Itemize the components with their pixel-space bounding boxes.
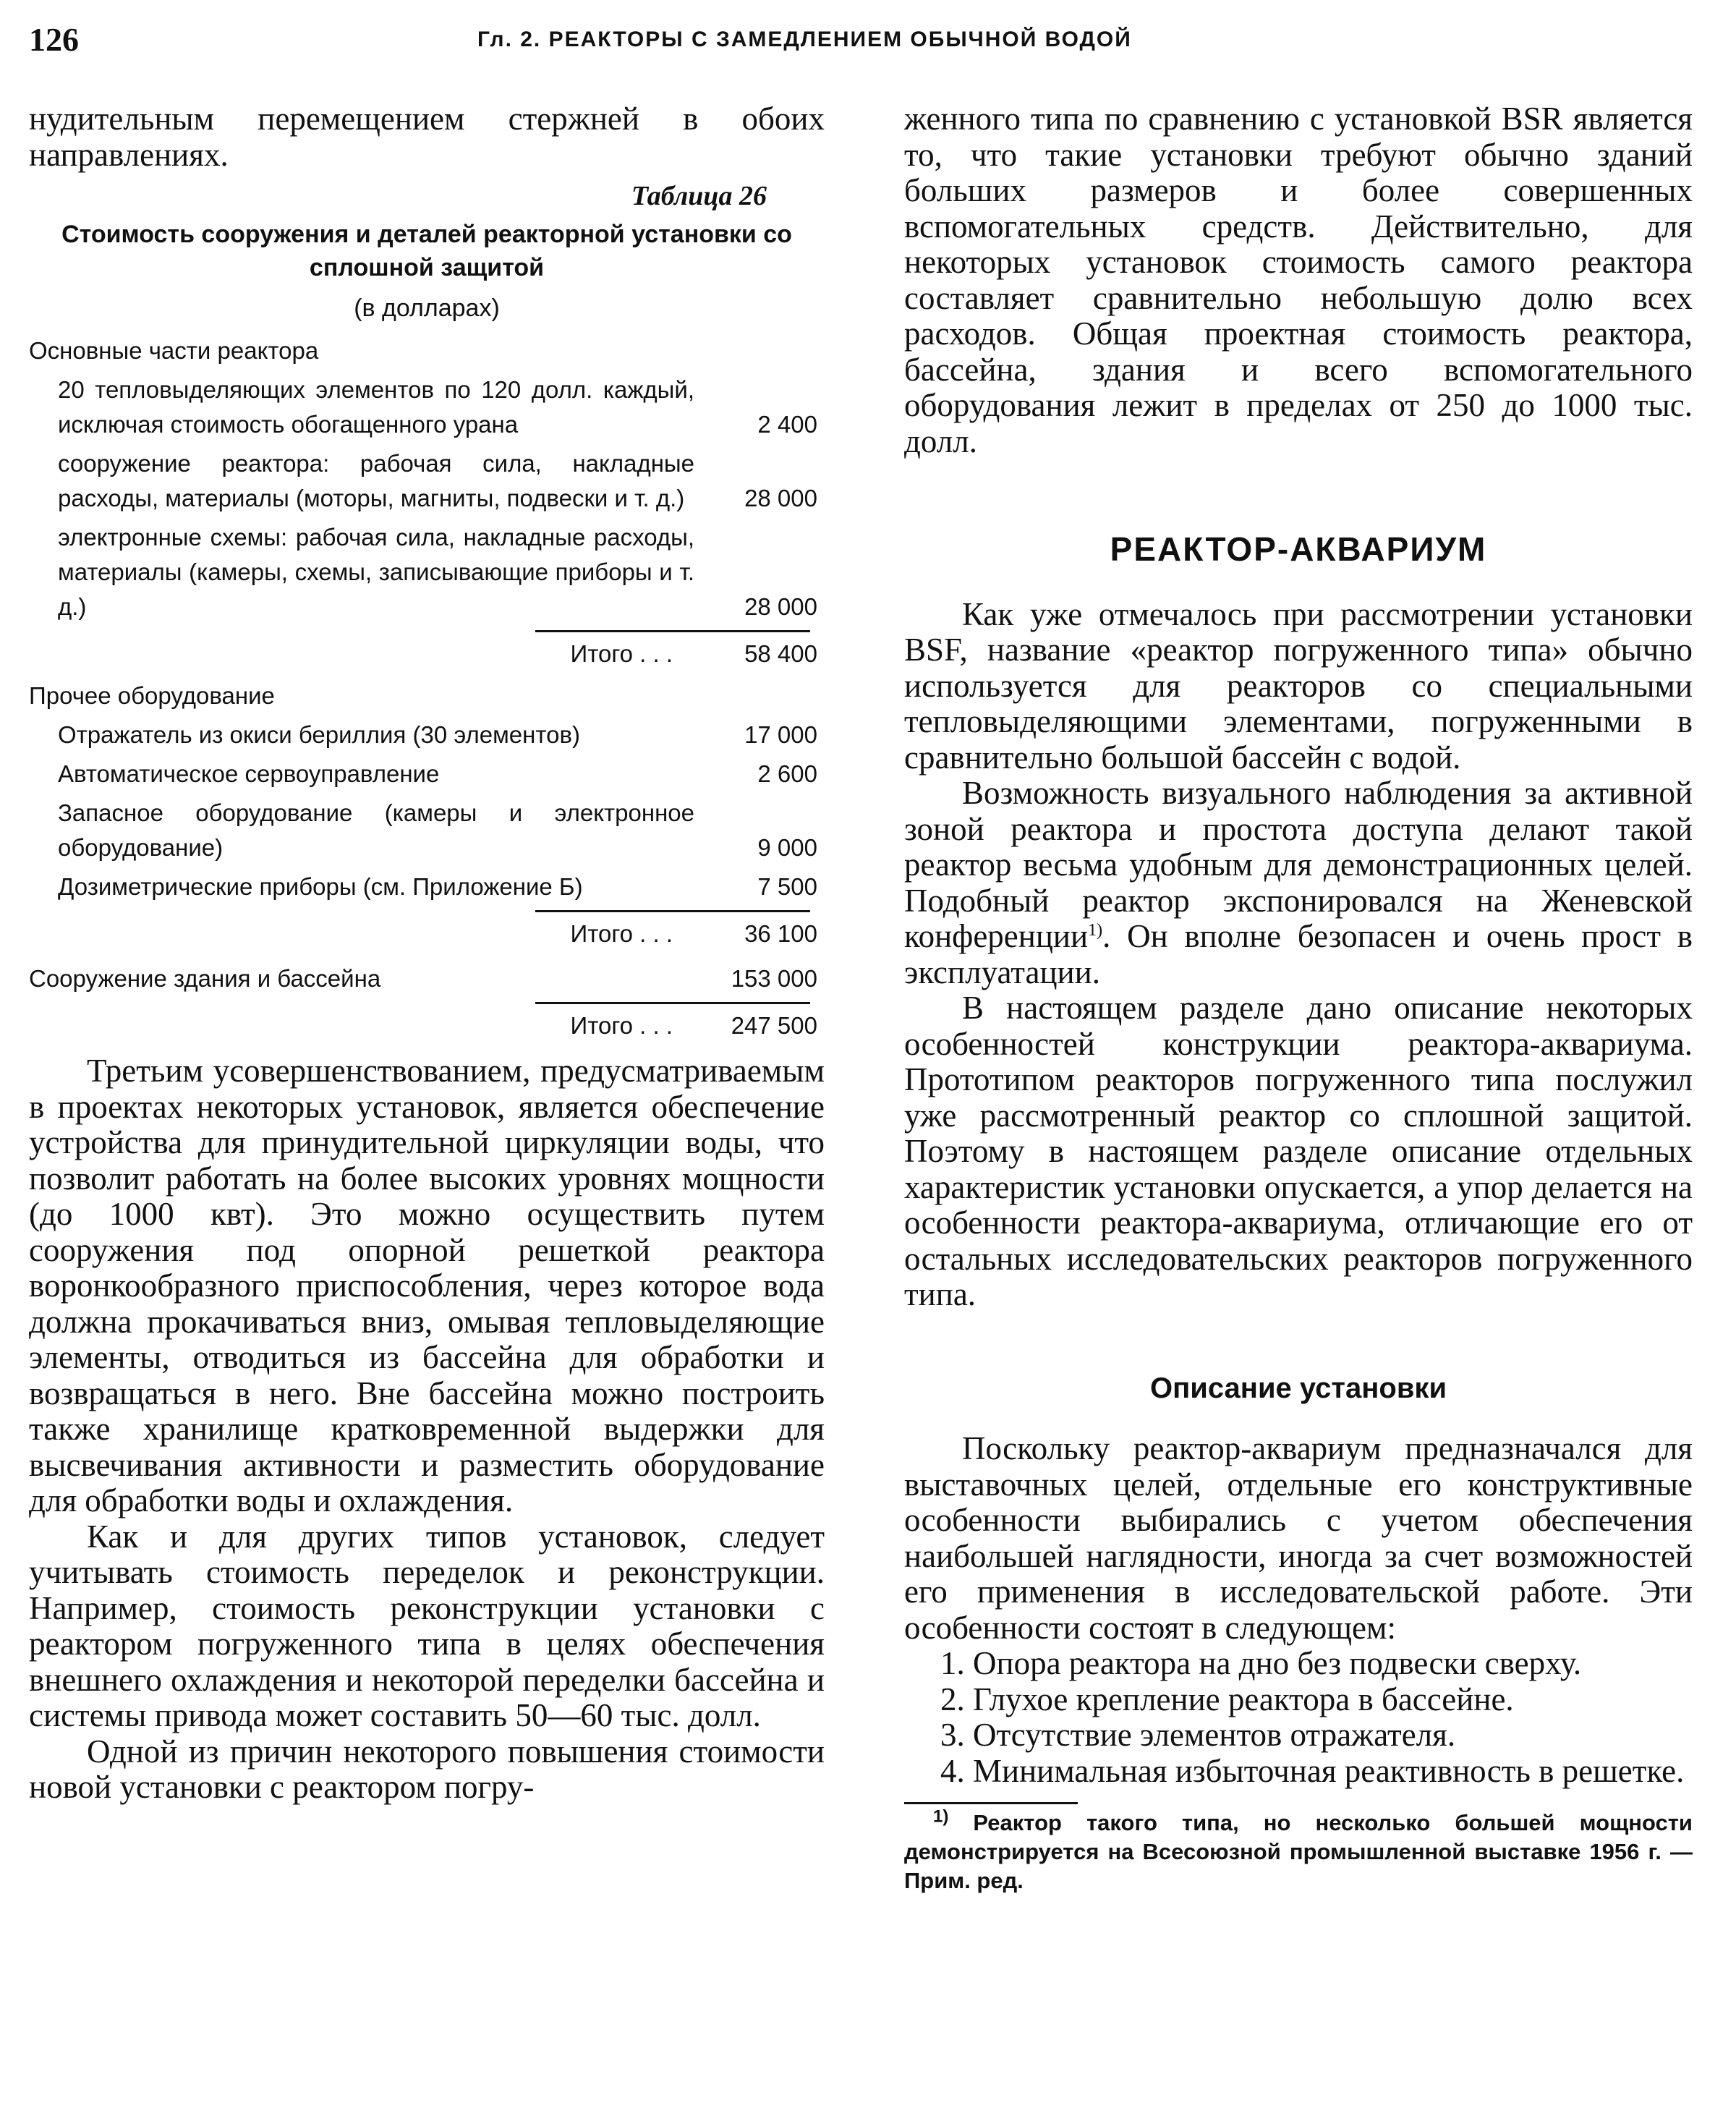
list-item: 3. Отсутствие элементов отражателя. [940,1717,1456,1753]
grand-total-label: Итого . . . [570,1012,673,1039]
subtotal-row [29,917,817,951]
subtotal-label: Итого . . . [570,640,673,667]
body-paragraph [904,776,1693,990]
subtotal-rule [535,910,810,912]
cost-row [29,718,817,752]
list-item: 1. Опора реактора на дно без подвески сверху. [940,1645,1582,1681]
footnote-reference: 1) [1088,921,1103,940]
cost-row-value: 9 000 [757,834,817,861]
right-column [904,101,1693,1895]
list-item: 2. Глухое крепление реактора в бассейне. [940,1681,1514,1717]
body-paragraph: Как и для других типов установок, следует учитывать стоимость переделок и реконструкции. Например, стоимость реконструкции установки с реактором погруженного типа в целях обеспечения внешнего охлаждения и некоторой переделки бассейна и системы привода может составить 50—60 тыс. долл. [29,1518,825,1733]
left-column [29,101,825,1806]
cost-row-desc: сооружение реактора: рабочая сила, накладные расходы, материалы (моторы, магниты, подвески и т. д.) [58,450,694,511]
body-paragraph: Как уже отмечалось при рассмотрении установки BSF, название «реактор погруженного типа» обычно используется для реакторов со специальными тепловыделяющими элементами, погруженными в сравнительно большой бассейн с водой. [904,595,1693,776]
cost-row [29,520,817,624]
chapter-title: Гл. 2. РЕАКТОРЫ С ЗАМЕДЛЕНИЕМ ОБЫЧНОЙ ВОДОЙ [477,27,1132,51]
running-head [29,20,1707,64]
footnote-marker: 1) [933,1806,949,1827]
cost-row-value: 7 500 [757,873,817,900]
subtotal-row [29,637,817,671]
cost-row [29,373,817,442]
footnote-rule [904,1802,1078,1804]
grand-total-rule [535,1002,810,1004]
cost-row-desc: 20 тепловыделяющих элементов по 120 долл. каждый, исключая стоимость обогащенного урана [58,376,694,438]
cost-row-desc: Запасное оборудование (камеры и электронное оборудование) [58,799,694,861]
table-title: Стоимость сооружения и деталей реакторной установки со сплошной защитой [61,221,792,281]
cost-row-desc: Автоматическое сервоуправление [58,760,440,787]
group-heading-other-equipment: Прочее оборудование [29,682,275,709]
body-paragraph-text: Возможность визуального наблюдения за активной зоной реактора и простота доступа делают такой реактор весьма удобным для демонстрационных целей. Подобный реактор экспонировался на Женевской конференции [904,775,1693,954]
building-cost-desc: Сооружение здания и бассейна [29,965,381,992]
table-unit: (в долларах) [354,294,500,322]
building-cost-value: 153 000 [731,965,817,992]
cost-row [29,446,817,516]
left-opening-paragraph: нудительным перемещением стержней в обоих направлениях. [29,101,825,173]
cost-row-desc: Дозиметрические приборы (см. Приложение Б) [58,873,583,900]
cost-row-desc: Отражатель из окиси бериллия (30 элементов) [58,721,580,748]
cost-table [29,334,817,1043]
cost-row-value: 28 000 [744,593,817,620]
building-cost-row [29,961,817,996]
footnote-text: Реактор такого типа, но несколько большей мощности демонстрируется на Всесоюзной промышленной выставке 1956 г. — Прим. ред. [904,1810,1693,1893]
cost-row-desc: электронные схемы: рабочая сила, накладные расходы, материалы (камеры, схемы, записывающие приборы и т. д.) [58,524,694,620]
body-paragraph-tail: . Он вполне безопасен и очень прост в эксплуатации. [904,918,1693,990]
list-item: 4. Минимальная избыточная реактивность в решетке. [940,1752,1685,1789]
body-paragraph: В настоящем разделе дано описание некоторых особенностей конструкции реактора-аквариума. Прототипом реакторов погруженного типа послужил уже рассмотренный реактор со сплошной защитой. Поэтому в настоящем разделе описание отдельных характеристик установки опускается, а упор делается на особенности реактора-аквариума, отличающие его от остальных исследовательских реакторов погруженного типа. [904,990,1693,1312]
grand-total-row [29,1008,817,1043]
table-label: Таблица 26 [631,181,767,211]
subtotal-value: 58 400 [744,640,817,667]
cost-row [29,870,817,904]
cost-row [29,796,817,865]
cost-row-value: 2 400 [757,411,817,438]
sub-heading: Описание установки [1149,1372,1447,1404]
body-paragraph: Третьим усовершенствованием, предусматриваемым в проектах некоторых установок, является обеспечение устройства для принудительной циркуляции воды, что позволит работать на более высоких уровнях мощности (до 1000 квт). Это можно осуществить путем сооружения под опорной решеткой реактора воронкообразного приспособления, через которое вода должна прокачиваться вниз, омывая тепловыделяющие элементы, отводиться из бассейна для обработки и возвращаться в него. Вне бассейна можно построить также хранилище кратковременной выдержки для высвечивания активности и разместить оборудование для обработки воды и охлаждения. [29,1053,825,1518]
group-heading-main-parts: Основные части реактора [29,337,319,364]
cost-row-value: 17 000 [744,721,817,748]
cost-row [29,757,817,791]
grand-total-value: 247 500 [731,1012,817,1039]
body-paragraph: Одной из причин некоторого повышения стоимости новой установки с реактором погру- [29,1733,825,1805]
subtotal-value: 36 100 [744,920,817,947]
cost-row-value: 2 600 [757,760,817,787]
subtotal-rule [535,630,810,632]
subtotal-label: Итого . . . [570,920,673,947]
cost-row-value: 28 000 [744,485,817,511]
page-number: 126 [29,21,79,58]
footnote [904,1806,1693,1895]
right-opening-paragraph: женного типа по сравнению с установкой BSR является то, что такие установки требуют обычно зданий больших размеров и более совершенных вспомогательных средств. Действительно, для некоторых установок стоимость самого реактора составляет сравнительно небольшую долю всех расходов. Общая проектная стоимость реактора, бассейна, здания и всего вспомогательного оборудования лежит в пределах от 250 до 1000 тыс. долл. [904,101,1693,459]
body-paragraph: Поскольку реактор-аквариум предназначался для выставочных целей, отдельные его конструктивные особенности выбирались с учетом обеспечения наибольшей наглядности, иногда за счет возможностей его применения в исследовательской работе. Эти особенности состоят в следующем: [904,1430,1693,1646]
section-heading: РЕАКТОР-АКВАРИУМ [1110,530,1487,568]
